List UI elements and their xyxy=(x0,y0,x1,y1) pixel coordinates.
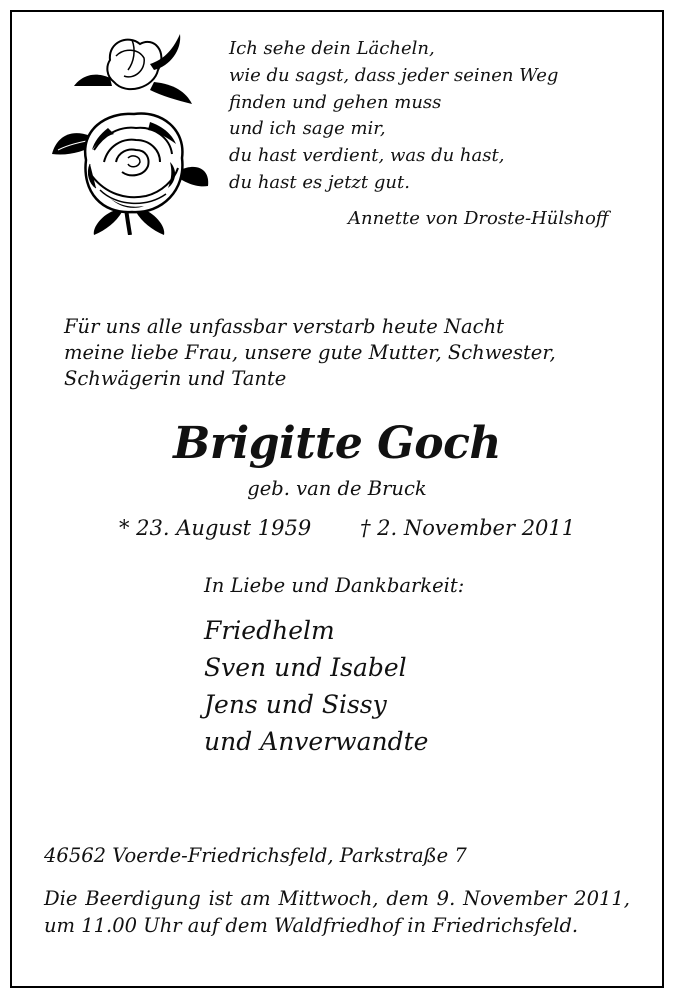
poem-line: Ich sehe dein Lächeln, xyxy=(229,38,435,59)
poem-line: wie du sagst, dass jeder seinen Weg xyxy=(229,64,559,86)
mourner-name: und Anverwandte xyxy=(204,727,429,756)
mourners-heading: In Liebe und Dankbarkeit: xyxy=(204,574,465,597)
intro-line: meine liebe Frau, unsere gute Mutter, Schwester, xyxy=(64,341,556,364)
mourners-list xyxy=(204,612,428,760)
deceased-name: Brigitte Goch xyxy=(173,418,501,469)
birth-date: * 23. August 1959 xyxy=(119,516,312,540)
funeral-notice: Die Beerdigung ist am Mittwoch, dem 9. November 2011, um 11.00 Uhr auf dem Waldfriedhof in Friedrichsfeld. xyxy=(44,887,630,937)
obituary-notice xyxy=(10,10,664,988)
poem-line: du hast verdient, was du hast, xyxy=(229,145,505,167)
rose-icon xyxy=(50,30,210,235)
poem-author: Annette von Droste-Hülshoff xyxy=(348,208,609,229)
poem xyxy=(229,36,558,197)
intro-text xyxy=(64,314,556,392)
poem-line: du hast es jetzt gut. xyxy=(229,171,410,193)
death-date: † 2. November 2011 xyxy=(360,516,576,540)
intro-line: Für uns alle unfassbar verstarb heute Nacht xyxy=(64,315,504,338)
poem-line: und ich sage mir, xyxy=(229,118,386,140)
mourner-name: Friedhelm xyxy=(204,616,335,645)
mourner-name: Jens und Sissy xyxy=(204,690,387,719)
intro-line: Schwägerin und Tante xyxy=(64,367,287,390)
mourner-name: Sven und Isabel xyxy=(204,653,407,682)
family-address: 46562 Voerde-Friedrichsfeld, Parkstraße 7 xyxy=(44,844,467,867)
maiden-name: geb. van de Bruck xyxy=(247,477,427,500)
poem-line: finden und gehen muss xyxy=(229,91,442,113)
